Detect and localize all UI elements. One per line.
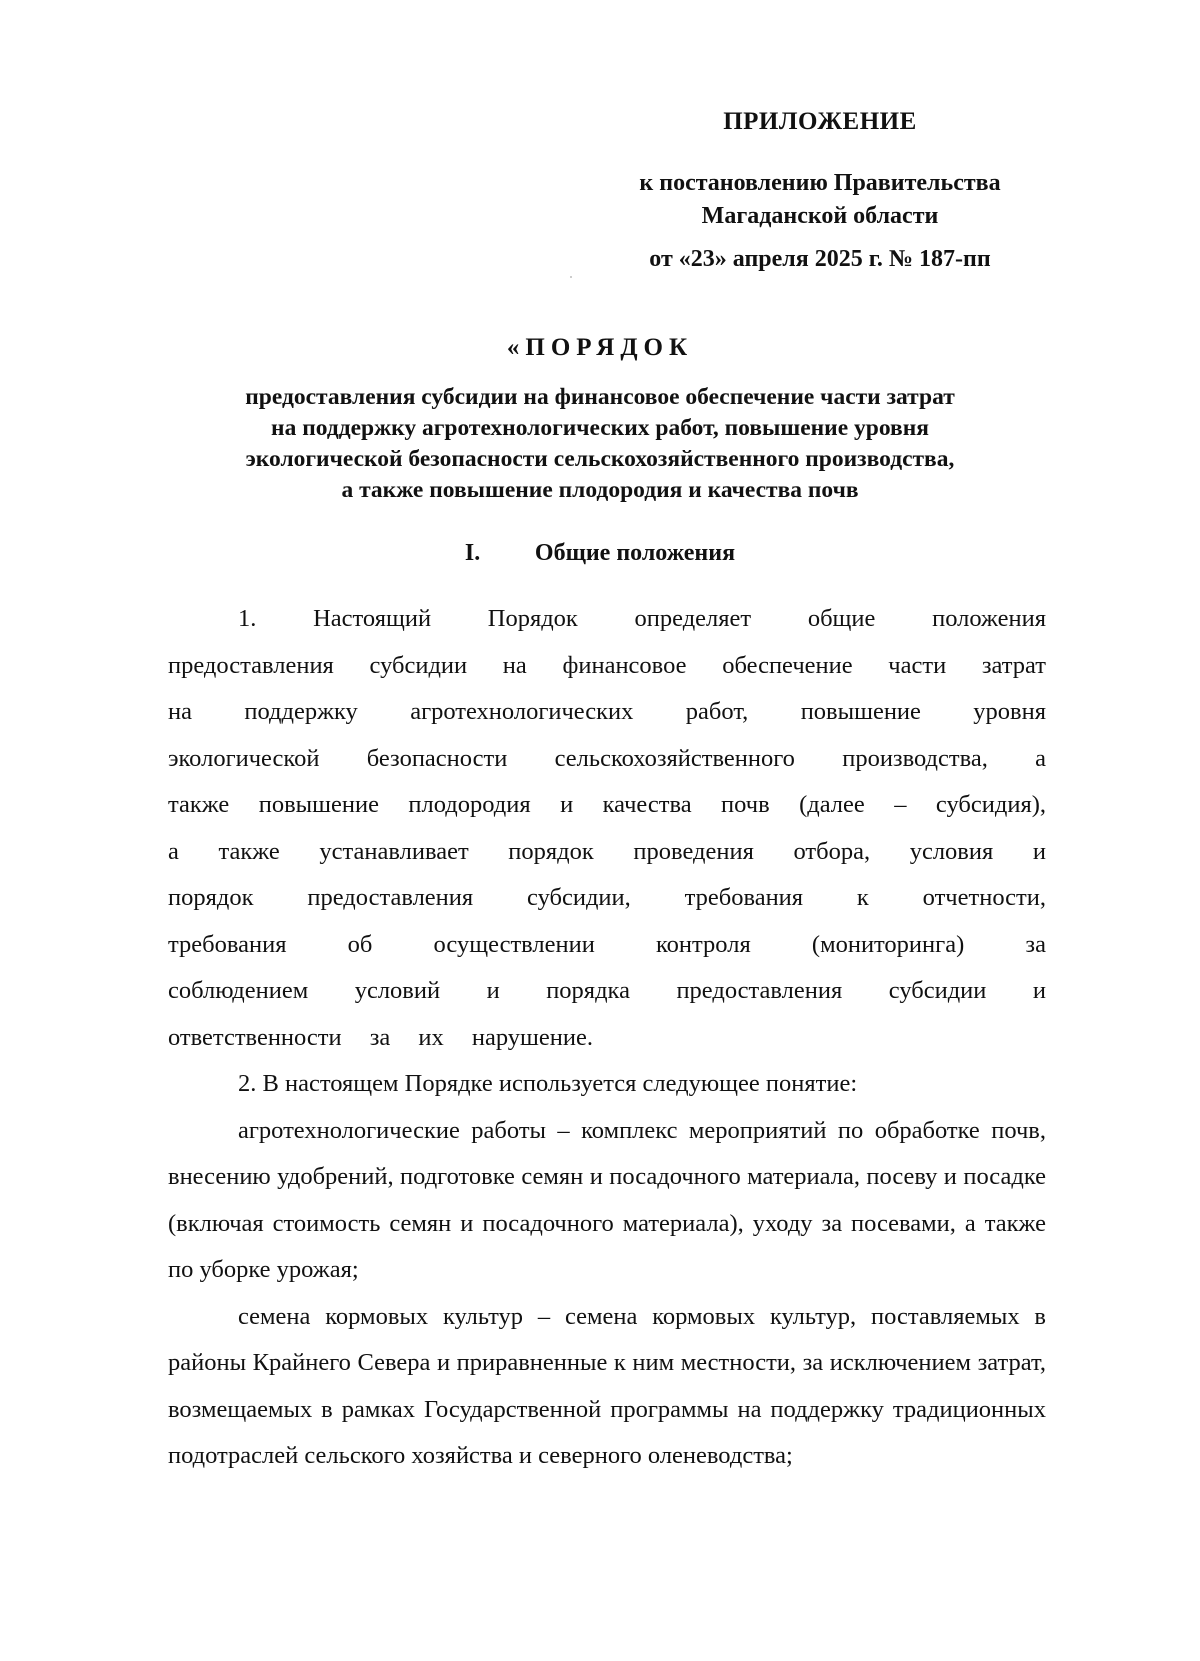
appendix-reference	[595, 167, 1045, 276]
order-subtitle-line: предоставления субсидии на финансовое обеспечение части затрат	[245, 384, 955, 410]
order-subtitle-line: экологической безопасности сельскохозяйственного производства,	[245, 446, 955, 472]
section-number: I.	[464, 540, 481, 566]
appendix-date-line: от «23» апреля 2025 г. № 187-пп	[649, 246, 991, 272]
paragraph-2: 2. В настоящем Порядке используется следующее понятие:	[238, 1070, 858, 1097]
order-subtitle-line: а также повышение плодородия и качества почв	[341, 477, 859, 503]
paragraph-4: семена кормовых культур – семена кормовых культур, поставляемых в районы Крайнего Севера и приравненные к ним местности, за исключением затрат, возмещаемых в рамках Государственной программы на поддержку традиционных подотраслей сельского хозяйства и северного оленеводства;	[168, 1302, 1046, 1469]
paragraph-3: агротехнологические работы – комплекс мероприятий по обработке почв, внесению удобрений, подготовке семян и посадочного материала, посеву и посадке (включая стоимость семян и посадочного материала), уходу за посевами, а также по уборке урожая;	[168, 1116, 1046, 1283]
appendix-title: ПРИЛОЖЕНИЕ	[723, 108, 917, 135]
order-subtitle-line: на поддержку агротехнологических работ, повышение уровня	[271, 415, 929, 441]
paragraph-1: 1. Настоящий Порядок определяет общие положения предоставления субсидии на финансовое обеспечение части затрат на поддержку агротехнологических работ, повышение уровня экологической безопасности сельскохозяйственного производства, а также повышение плодородия и качества почв (далее – субсидия), а также устанавливает порядок проведения отбора, условия и порядок предоставления субсидии, требования к отчетности, требования об осуществлении контроля (мониторинга) за соблюдением условий и порядка предоставления субсидии и ответственности за их нарушение.	[168, 605, 1046, 1051]
appendix-line-1: к постановлению Правительства	[639, 170, 1001, 196]
order-title: «ПОРЯДОК	[506, 334, 694, 361]
scan-speck	[570, 276, 572, 278]
section-title: Общие положения	[534, 540, 736, 566]
appendix-line-2: Магаданской области	[701, 203, 939, 229]
section-heading	[0, 540, 1200, 567]
order-subtitle	[120, 382, 1080, 506]
body-text	[168, 596, 1046, 1480]
